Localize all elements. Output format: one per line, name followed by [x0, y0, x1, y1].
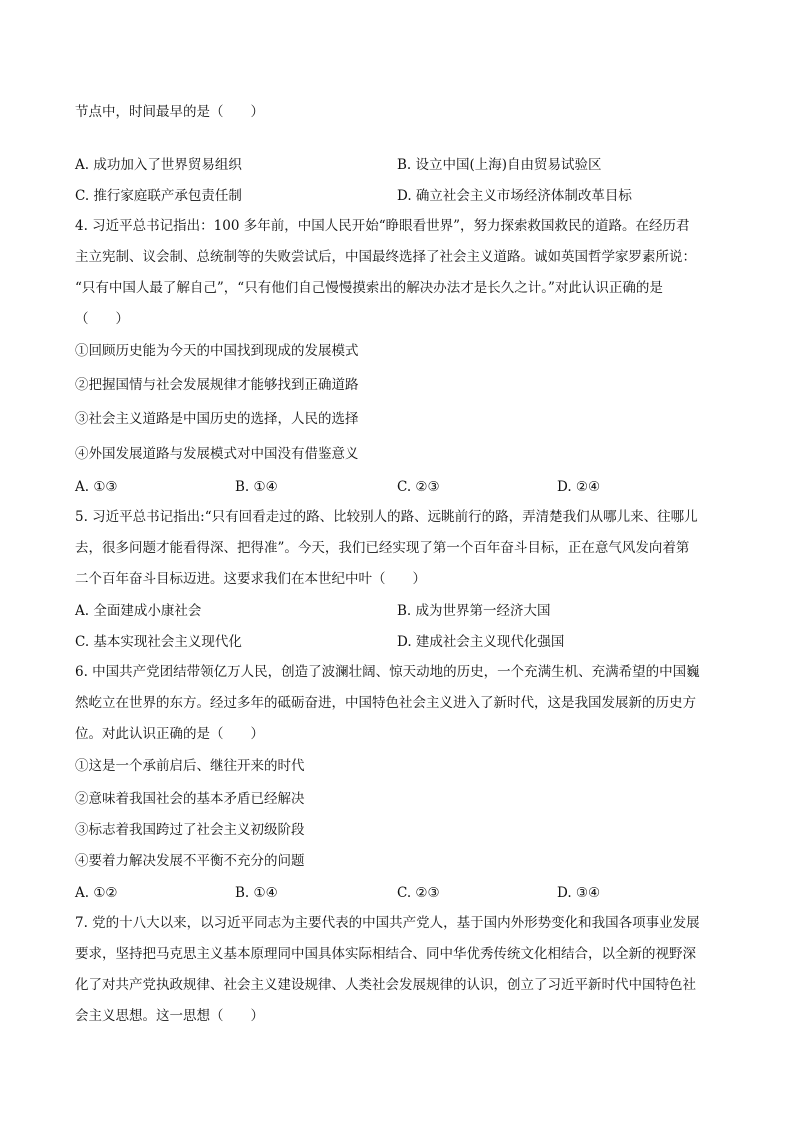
q4-option-c: C. ②③	[397, 479, 440, 495]
q4-stem-line: （ ）	[75, 311, 129, 327]
q7-stem-line: 要求，坚持把马克思主义基本原理同中国具体实际相结合、同中华优秀传统文化相结合，以全新的视野深	[75, 946, 696, 962]
q6-statement-1: ①这是一个承前启后、继往开来的时代	[75, 758, 305, 774]
q6-statement-2: ②意味着我国社会的基本矛盾已经解决	[75, 791, 305, 807]
q4-stem-line: 主立宪制、议会制、总统制等的失败尝试后，中国最终选择了社会主义道路。诚如英国哲学家罗素所说：	[75, 249, 696, 265]
q4-option-a: A. ①③	[75, 479, 118, 495]
q5-option-b: B. 成为世界第一经济大国	[397, 603, 551, 619]
q4-statement-4: ④外国发展道路与发展模式对中国没有借鉴意义	[75, 446, 359, 462]
q7-stem-line: 7. 党的十八大以来，以习近平同志为主要代表的中国共产党人，基于国内外形势变化和我国各项事业发展	[75, 915, 700, 931]
q6-option-a: A. ①②	[75, 885, 118, 901]
q4-statement-3: ③社会主义道路是中国历史的选择，人民的选择	[75, 411, 359, 427]
q6-stem-line: 然屹立在世界的东方。经过多年的砥砺奋进，中国特色社会主义进入了新时代，这是我国发展新的历史方	[75, 695, 696, 711]
q3-option-b: B. 设立中国(上海)自由贸易试验区	[397, 157, 602, 173]
q7-stem-line: 会主义思想。这一思想（ ）	[75, 1008, 264, 1024]
q3-option-a: A. 成功加入了世界贸易组织	[75, 157, 242, 173]
q4-stem-line: 4. 习近平总书记指出：100 多年前，中国人民开始“睁眼看世界”，努力探索救国救民的道路。在经历君	[75, 218, 690, 234]
q7-stem-line: 化了对共产党执政规律、社会主义建设规律、人类社会发展规律的认识，创立了习近平新时代中国特色社	[75, 977, 696, 993]
q5-option-d: D. 建成社会主义现代化强国	[397, 634, 565, 650]
q4-statement-1: ①回顾历史能为今天的中国找到现成的发展模式	[75, 343, 359, 359]
q6-statement-3: ③标志着我国跨过了社会主义初级阶段	[75, 822, 305, 838]
q5-stem-line: 5. 习近平总书记指出:“只有回看走过的路、比较别人的路、远眺前行的路，弄清楚我们从哪儿来、往哪儿	[75, 509, 698, 525]
q3-stem-tail: 节点中，时间最早的是（ ）	[75, 104, 264, 120]
q6-option-b: B. ①④	[235, 885, 278, 901]
q4-stem-line: “只有中国人最了解自己”，“只有他们自己慢慢摸索出的解决办法才是长久之计。”对此认识正确的是	[75, 280, 663, 296]
q5-stem-line: 去，很多问题才能看得深、把得准”。今天，我们已经实现了第一个百年奋斗目标，正在意气风发向着第	[75, 540, 690, 556]
q4-statement-2: ②把握国情与社会发展规律才能够找到正确道路	[75, 377, 359, 393]
q5-option-c: C. 基本实现社会主义现代化	[75, 634, 242, 650]
q6-stem-line: 位。对此认识正确的是（ ）	[75, 726, 264, 742]
q6-option-c: C. ②③	[397, 885, 440, 901]
q3-option-d: D. 确立社会主义市场经济体制改革目标	[397, 188, 632, 204]
q5-option-a: A. 全面建成小康社会	[75, 603, 202, 619]
q4-option-b: B. ①④	[235, 479, 278, 495]
q6-statement-4: ④要着力解决发展不平衡不充分的问题	[75, 853, 305, 869]
q6-stem-line: 6. 中国共产党团结带领亿万人民，创造了波澜壮阔、惊天动地的历史，一个充满生机、充满希望的中国巍	[75, 664, 700, 680]
q3-option-c: C. 推行家庭联产承包责任制	[75, 188, 242, 204]
q6-option-d: D. ③④	[557, 885, 601, 901]
q5-stem-line: 二个百年奋斗目标迈进。这要求我们在本世纪中叶（ ）	[75, 571, 426, 587]
q4-option-d: D. ②④	[557, 479, 601, 495]
